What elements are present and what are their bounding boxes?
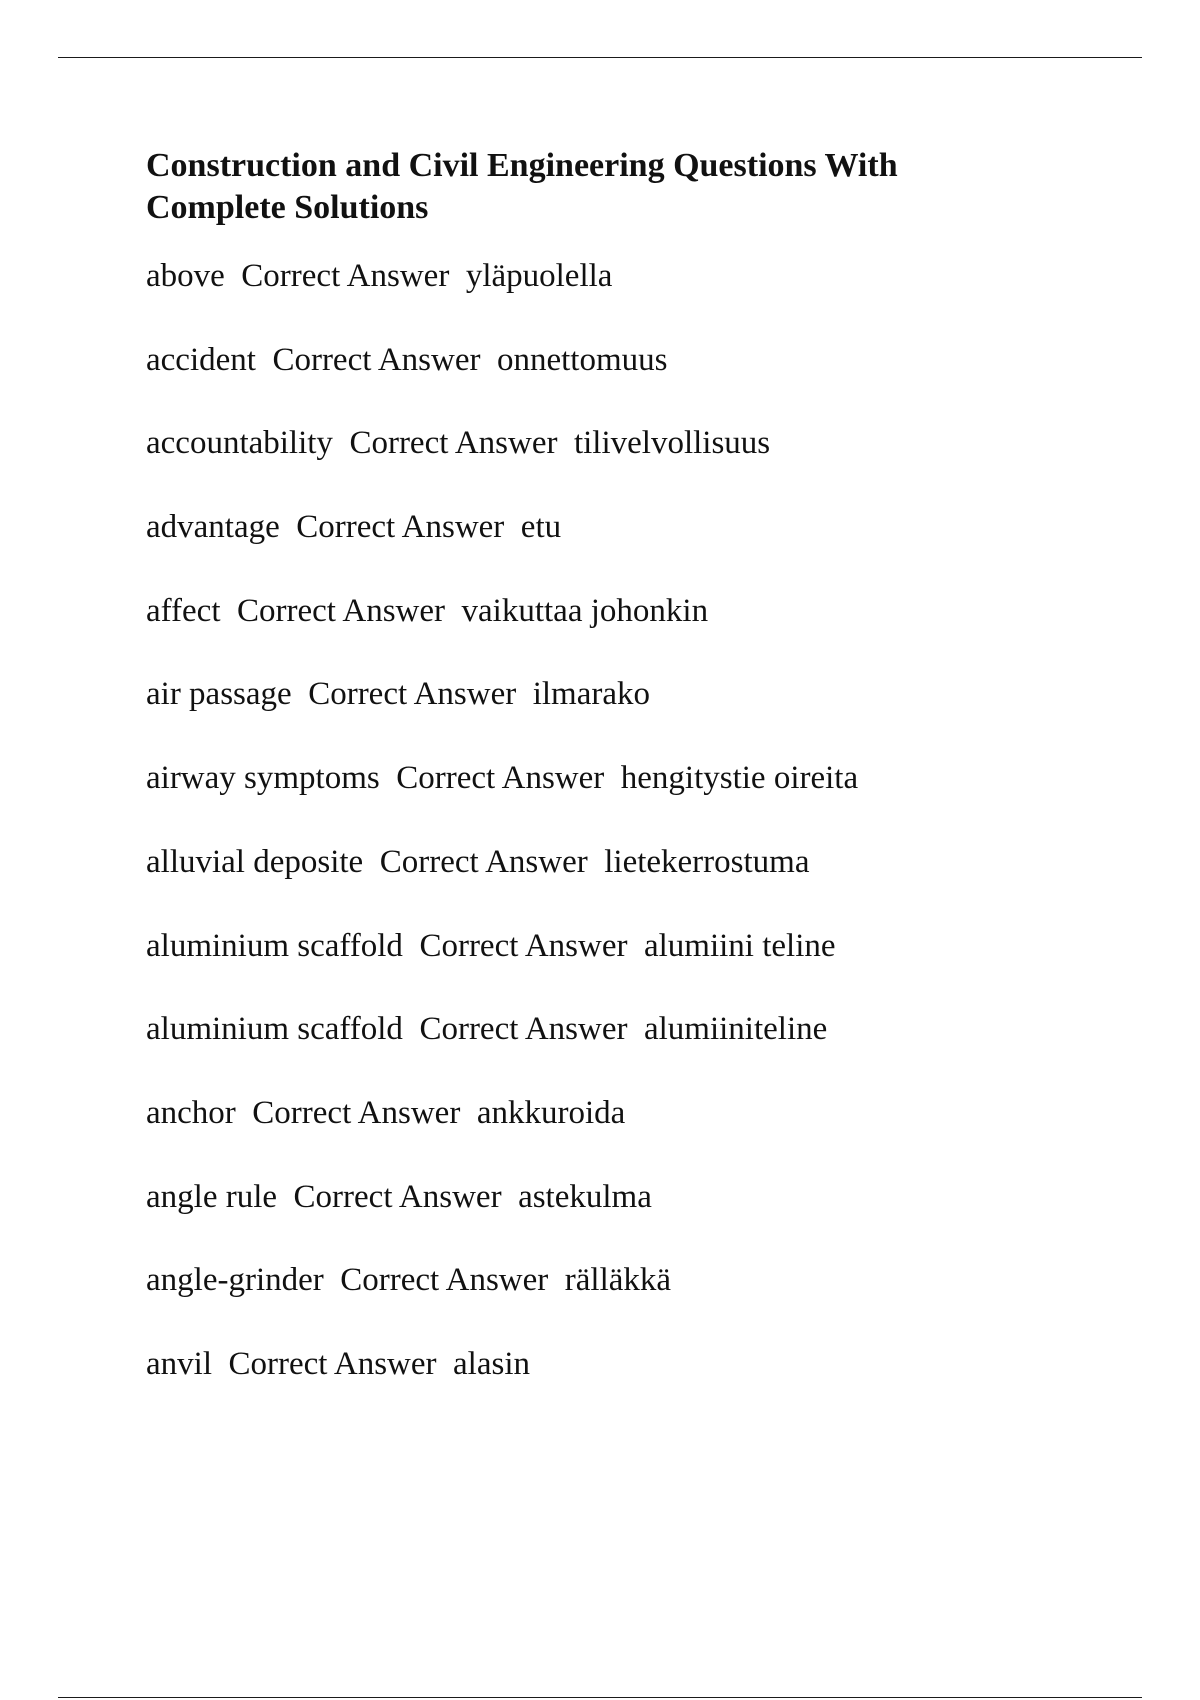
answer: astekulma — [518, 1178, 652, 1215]
term: angle-grinder — [146, 1262, 324, 1299]
qa-entry — [146, 926, 1046, 1010]
correct-answer-label: Correct Answer — [272, 341, 481, 378]
qa-entry — [146, 507, 1046, 591]
term: anvil — [146, 1345, 212, 1382]
document-title: Construction and Civil Engineering Questions With Complete Solutions — [146, 147, 898, 226]
correct-answer-label: Correct Answer — [296, 509, 505, 546]
correct-answer-label: Correct Answer — [419, 927, 628, 964]
correct-answer-label: Correct Answer — [228, 1345, 437, 1382]
qa-list — [146, 256, 1046, 1428]
term: aluminium scaffold — [146, 1011, 403, 1048]
term: advantage — [146, 509, 280, 546]
qa-entry — [146, 591, 1046, 675]
answer: etu — [520, 509, 562, 546]
answer: rälläkkä — [564, 1262, 672, 1299]
page-content — [146, 145, 1046, 1428]
correct-answer-label: Correct Answer — [379, 843, 588, 880]
answer: lietekerrostuma — [604, 843, 810, 880]
answer: alumiiniteline — [643, 1011, 828, 1048]
term: angle rule — [146, 1178, 278, 1215]
correct-answer-label: Correct Answer — [241, 258, 450, 294]
correct-answer-label: Correct Answer — [308, 676, 517, 713]
answer: ankkuroida — [476, 1094, 626, 1131]
answer: tilivelvollisuus — [573, 425, 771, 462]
answer: onnettomuus — [496, 341, 668, 378]
term: above — [146, 258, 225, 294]
bottom-divider — [58, 1697, 1142, 1698]
qa-entry — [146, 256, 1046, 340]
term: alluvial deposite — [146, 843, 364, 880]
correct-answer-label: Correct Answer — [340, 1262, 549, 1299]
answer: ilmarako — [532, 676, 651, 713]
answer: yläpuolella — [465, 258, 613, 294]
qa-entry — [146, 1093, 1046, 1177]
correct-answer-label: Correct Answer — [293, 1178, 502, 1215]
correct-answer-label: Correct Answer — [419, 1011, 628, 1048]
term: airway symptoms — [146, 760, 380, 797]
correct-answer-label: Correct Answer — [349, 425, 558, 462]
term: accountability — [146, 425, 333, 462]
qa-entry — [146, 1009, 1046, 1093]
qa-entry — [146, 842, 1046, 926]
qa-entry — [146, 340, 1046, 424]
top-divider — [58, 57, 1142, 58]
qa-entry — [146, 758, 1046, 842]
term: air passage — [146, 676, 292, 713]
answer: alumiini teline — [643, 927, 836, 964]
qa-entry — [146, 1177, 1046, 1261]
term: accident — [146, 341, 256, 378]
qa-entry — [146, 1344, 1046, 1428]
term: anchor — [146, 1094, 236, 1131]
answer: alasin — [453, 1345, 530, 1382]
qa-entry — [146, 1260, 1046, 1344]
term: aluminium scaffold — [146, 927, 403, 964]
correct-answer-label: Correct Answer — [396, 760, 605, 797]
term: affect — [146, 592, 221, 629]
answer: vaikuttaa johonkin — [461, 592, 709, 629]
correct-answer-label: Correct Answer — [252, 1094, 461, 1131]
correct-answer-label: Correct Answer — [237, 592, 446, 629]
answer: hengitystie oireita — [620, 760, 859, 797]
qa-entry — [146, 674, 1046, 758]
qa-entry — [146, 423, 1046, 507]
